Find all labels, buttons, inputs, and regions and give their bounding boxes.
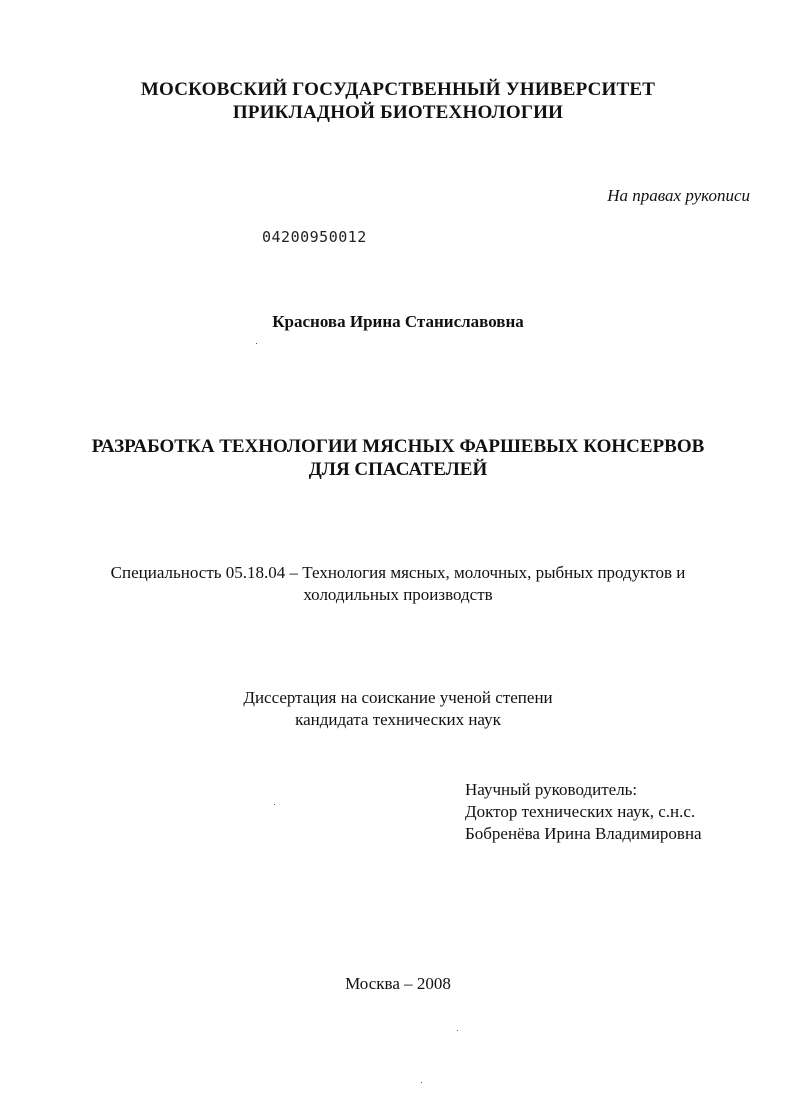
degree-line2: кандидата технических наук — [295, 710, 501, 729]
university-name-line1: МОСКОВСКИЙ ГОСУДАРСТВЕННЫЙ УНИВЕРСИТЕТ — [140, 79, 656, 100]
scan-speck — [457, 1030, 458, 1031]
specialty-line1: Специальность 05.18.04 – Технология мясных, молочных, рыбных продуктов и — [110, 563, 686, 582]
author-name: Краснова Ирина Станиславовна — [272, 312, 524, 331]
scan-speck — [256, 343, 257, 344]
registration-code: 04200950012 — [262, 228, 367, 246]
dissertation-title-line2: ДЛЯ СПАСАТЕЛЕЙ — [308, 459, 488, 480]
university-name-line2: ПРИКЛАДНОЙ БИОТЕХНОЛОГИИ — [232, 102, 564, 123]
degree-line1: Диссертация на соискание ученой степени — [243, 688, 553, 707]
supervisor-label: Научный руководитель: — [465, 780, 638, 799]
scan-speck — [274, 804, 275, 805]
manuscript-note: На правах рукописи — [607, 186, 750, 205]
dissertation-title-line1: РАЗРАБОТКА ТЕХНОЛОГИИ МЯСНЫХ ФАРШЕВЫХ КОНСЕРВОВ — [91, 436, 705, 457]
scan-speck — [421, 1082, 422, 1083]
place-year: Москва – 2008 — [345, 974, 451, 993]
supervisor-name: Бобренёва Ирина Владимировна — [465, 824, 702, 843]
supervisor-degree: Доктор технических наук, с.н.с. — [465, 802, 696, 821]
specialty-line2: холодильных производств — [303, 585, 493, 604]
